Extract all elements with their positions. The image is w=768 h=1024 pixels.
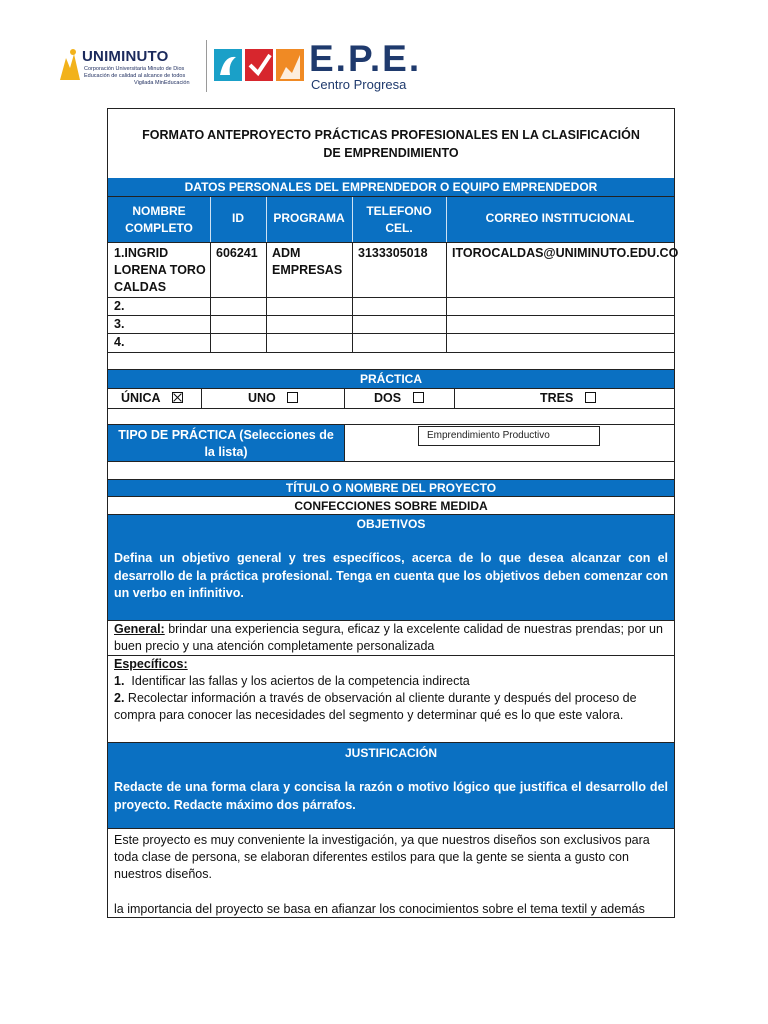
practica-uno[interactable] <box>248 391 298 405</box>
justificacion-header: JUSTIFICACIÓN <box>344 746 437 760</box>
row3-nombre: 3. <box>114 317 125 331</box>
col-nombre: NOMBRE COMPLETO <box>125 204 193 235</box>
titulo-header: TÍTULO O NOMBRE DEL PROYECTO <box>108 480 674 496</box>
practica-dos[interactable] <box>374 391 424 405</box>
practica-dos-checkbox[interactable] <box>413 392 424 403</box>
especificos-label: Específicos: <box>114 657 188 671</box>
especifico-1-num: 1. <box>114 674 125 688</box>
uniminuto-line3: Vigilada MinEducación <box>134 80 190 86</box>
justificacion-instructions: Redacte de una forma clara y concisa la razón o motivo lógico que justifica el desarrollo del proyecto. Redacte máximo dos párrafos. <box>114 780 668 812</box>
practica-tres-checkbox[interactable] <box>585 392 596 403</box>
uniminuto-mark-icon <box>56 46 84 82</box>
objetivo-general <box>114 621 670 655</box>
practica-uno-checkbox[interactable] <box>287 392 298 403</box>
uniminuto-logo <box>56 44 204 90</box>
titulo-value: CONFECCIONES SOBRE MEDIDA <box>294 499 488 513</box>
justificacion-paragraph-2: la importancia del proyecto se basa en afianzar los conocimientos sobre el tema textil y además <box>114 902 645 916</box>
practica-unica-label: ÚNICA <box>121 391 161 405</box>
epe-icons <box>214 47 306 83</box>
practica-dos-label: DOS <box>374 391 402 405</box>
datos-header: DATOS PERSONALES DEL EMPRENDEDOR O EQUIPO EMPRENDEDOR <box>108 178 674 196</box>
header-divider <box>206 40 207 92</box>
col-telefono: TELEFONO CEL. <box>366 204 432 235</box>
row1-id: 606241 <box>216 246 258 260</box>
practica-unica[interactable] <box>121 391 183 405</box>
practica-uno-label: UNO <box>248 391 276 405</box>
row2-nombre: 2. <box>114 299 125 313</box>
col-id: ID <box>232 211 244 225</box>
tipo-practica-label: TIPO DE PRÁCTICA (Selecciones de la lista) <box>108 425 344 461</box>
uniminuto-line1: Corporación Universitaria Minuto de Dios <box>84 66 185 72</box>
objetivos-instructions: Defina un objetivo general y tres específicos, acerca de lo que desea alcanzar con el desarrollo de la práctica profesional. Tenga en cuenta que los objetivos deben comenzar con un verbo en infinitivo. <box>114 551 668 600</box>
row1-programa: ADM EMPRESAS <box>272 246 343 277</box>
practica-unica-checkbox[interactable] <box>172 392 183 403</box>
especifico-1-text: Identificar las fallas y los aciertos de la competencia indirecta <box>131 674 470 688</box>
general-label: General: <box>114 622 165 636</box>
epe-title: E.P.E. <box>309 38 422 79</box>
form-title: FORMATO ANTEPROYECTO PRÁCTICAS PROFESIONALES EN LA CLASIFICACIÓN DE EMPRENDIMIENTO <box>142 128 640 160</box>
practica-header: PRÁCTICA <box>108 370 674 388</box>
row1-correo: ITOROCALDAS@UNIMINUTO.EDU.CO <box>452 246 679 260</box>
epe-subtitle: Centro Progresa <box>311 77 407 92</box>
row1-telefono: 3133305018 <box>358 246 428 260</box>
justificacion-paragraph-1: Este proyecto es muy conveniente la investigación, ya que nuestros diseños son exclusivos para toda clase de persona, se elaboran diferentes estilos para que la gente se sienta a gusto con nuestros diseños. <box>114 833 650 881</box>
objetivos-especificos <box>114 656 670 724</box>
uniminuto-name: UNIMINUTO <box>82 48 169 65</box>
col-programa: PROGRAMA <box>273 211 345 225</box>
uniminuto-line2: Educación de calidad al alcance de todos <box>84 73 186 79</box>
row4-nombre: 4. <box>114 335 125 349</box>
especifico-2-text: Recolectar información a través de observación al cliente durante y después del proceso de compra para conocer las necesidades del segmento y determinar qué es lo que este valora. <box>114 691 637 722</box>
practica-tres[interactable] <box>540 391 596 405</box>
col-correo: CORREO INSTITUCIONAL <box>485 211 635 225</box>
row1-nombre: 1.INGRID LORENA TORO CALDAS <box>114 246 206 294</box>
especifico-2-num: 2. <box>114 691 125 705</box>
tipo-practica-select[interactable]: Emprendimiento Productivo <box>418 426 600 446</box>
general-text: brindar una experiencia segura, eficaz y la excelente calidad de nuestras prendas; por un buen precio y una atención completamente personalizada <box>114 622 663 653</box>
objetivos-header: OBJETIVOS <box>356 517 426 531</box>
practica-tres-label: TRES <box>540 391 574 405</box>
